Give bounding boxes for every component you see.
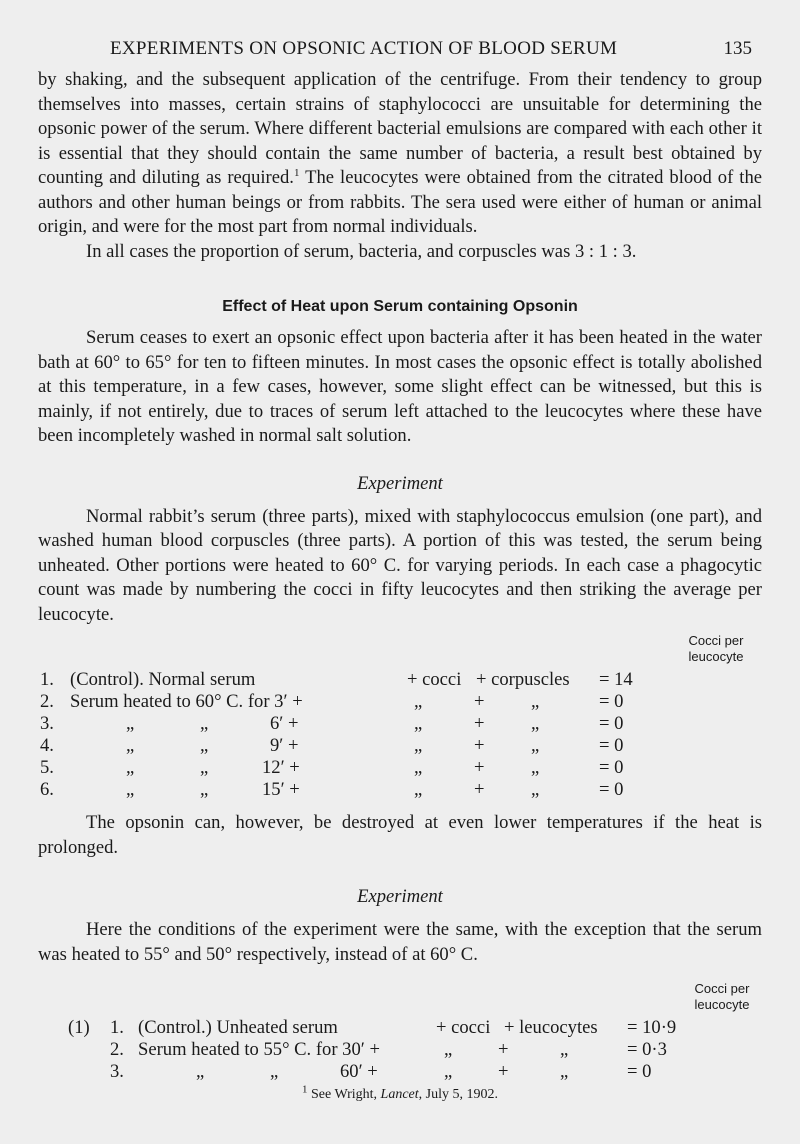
experiment-1-table (38, 631, 762, 800)
experiment-2-table (38, 979, 762, 1085)
row-value: = 0 (627, 1061, 652, 1082)
experiment-1-text: Normal rabbit’s serum (three parts), mixed with staphylococcus emulsion (one part), and washed human blood corpuscles (three parts). A portion of this was tested, the serum being unheated. Other portions were heated to 60° C. for varying periods. In each case a phagocytic count was made by numbering the cocci in fifty leucocytes and then striking the average per leucocyte. (38, 505, 762, 625)
row-duration: 9′ + (270, 735, 299, 756)
row-cocci: + cocci (436, 1017, 491, 1038)
row-ditto: „ (200, 779, 209, 800)
row-duration: 60′ + (340, 1061, 378, 1082)
row-ditto: „ (200, 713, 209, 734)
row-ditto: „ (414, 757, 423, 778)
footnote-journal: Lancet (380, 1087, 419, 1102)
row-number: 6. (40, 779, 54, 800)
section-heading: Effect of Heat upon Serum containing Opsonin (222, 298, 578, 315)
experiment-2-text: Here the conditions of the experiment were the same, with the exception that the serum was heated to 55° and 50° respectively, instead of at 60° C. (38, 919, 762, 965)
row-plus: + (498, 1039, 509, 1060)
row-group-label: (1) (68, 1017, 90, 1038)
experiment-2-row (38, 1017, 762, 1039)
experiment-2-row (38, 1039, 762, 1061)
experiment-1-column-heading-line-2: leucocyte (688, 649, 744, 664)
row-ditto: „ (414, 735, 423, 756)
row-number: 1. (110, 1017, 124, 1038)
experiment-2-heading: Experiment (357, 886, 443, 907)
row-ditto: „ (560, 1061, 569, 1082)
row-value: = 14 (599, 669, 633, 690)
experiment-1-row (38, 757, 762, 779)
experiment-2-row (38, 1061, 762, 1083)
row-value: = 0 (599, 735, 624, 756)
running-title: EXPERIMENTS ON OPSONIC ACTION OF BLOOD SERUM (110, 38, 618, 59)
row-number: 2. (40, 691, 54, 712)
paragraph-3: Serum ceases to exert an opsonic effect upon bacteria after it has been heated in the water bath at 60° to 65° for ten to fifteen minutes. In most cases the opsonic effect is totally abolished at this temperature, in a few cases, however, some slight effect can be witnessed, but this is mainly, if not entirely, due to traces of serum left attached to the leucocytes where these have been incompletely washed in normal salt solution. (38, 327, 762, 446)
experiment-1-column-heading-line-1: Cocci per (688, 633, 744, 648)
row-ditto: „ (531, 779, 540, 800)
row-ditto: „ (531, 713, 540, 734)
experiment-1-row (38, 735, 762, 757)
experiment-1-column-heading (666, 633, 766, 665)
page-body (38, 68, 762, 1103)
row-number: 3. (110, 1061, 124, 1082)
paragraph-1 (38, 68, 762, 240)
row-number: 1. (40, 669, 54, 690)
row-number: 3. (40, 713, 54, 734)
experiment-1-row (38, 669, 762, 691)
row-cocci: + cocci (407, 669, 462, 690)
row-description: Serum heated to 55° C. for 30′ + (138, 1039, 380, 1060)
row-plus: + (474, 757, 485, 778)
row-ditto: „ (444, 1061, 453, 1082)
row-duration: 15′ + (262, 779, 300, 800)
paragraph-2: In all cases the proportion of serum, bacteria, and corpuscles was 3 : 1 : 3. (86, 240, 637, 262)
row-description: Serum heated to 60° C. for 3′ + (70, 691, 303, 712)
row-ditto: „ (444, 1039, 453, 1060)
paragraph-4: The opsonin can, however, be destroyed at even lower temperatures if the heat is prolonged. (38, 812, 762, 858)
row-corpuscles: + corpuscles (476, 669, 570, 690)
row-ditto: „ (414, 779, 423, 800)
row-plus: + (474, 691, 485, 712)
row-ditto: „ (414, 691, 423, 712)
row-ditto: „ (126, 757, 135, 778)
row-plus: + (474, 713, 485, 734)
row-ditto: „ (126, 713, 135, 734)
row-ditto: „ (414, 713, 423, 734)
row-duration: 6′ + (270, 713, 299, 734)
footnote-reference: 1 (293, 166, 300, 179)
footnote (38, 1083, 762, 1103)
row-ditto: „ (531, 691, 540, 712)
paragraph-1-text-a: by shaking, and the subsequent application of the centrifuge. From their tendency to group themselves into masses, certain strains of staphylococci are unsuitable for determining the opsonic power of the serum. Where different bacterial emulsions are compared with each other it is essential that they should contain the same number of bacteria, a result best obtained by counting and diluting as required. (38, 69, 762, 188)
row-ditto: „ (560, 1039, 569, 1060)
row-plus: + (474, 735, 485, 756)
experiment-1-row (38, 713, 762, 735)
row-description: (Control). Normal serum (70, 669, 256, 690)
row-value: = 0 (599, 691, 624, 712)
row-ditto: „ (531, 757, 540, 778)
row-duration: 12′ + (262, 757, 300, 778)
running-header (110, 38, 752, 66)
experiment-2-column-heading (672, 981, 772, 1013)
row-ditto: „ (531, 735, 540, 756)
row-value: = 0 (599, 779, 624, 800)
row-number: 5. (40, 757, 54, 778)
row-description: (Control.) Unheated serum (138, 1017, 338, 1038)
experiment-1-row (38, 779, 762, 801)
row-value: = 0 (599, 713, 624, 734)
footnote-text-before: See Wright, (307, 1087, 381, 1102)
paragraph-1-text-b: The leucocytes were obtained from the citrated blood of the authors and other human beings or from rabbits. The sera used were either of human or animal origin, and were for the most part from normal individuals. (38, 167, 762, 237)
experiment-2-column-heading-line-1: Cocci per (694, 981, 750, 996)
footnote-mark: 1 (301, 1083, 308, 1096)
row-ditto: „ (200, 757, 209, 778)
experiment-2-column-heading-line-2: leucocyte (694, 997, 750, 1012)
row-ditto: „ (200, 735, 209, 756)
row-value: = 0·3 (627, 1039, 667, 1060)
experiment-1-heading: Experiment (357, 472, 443, 494)
row-number: 4. (40, 735, 54, 756)
row-value: = 0 (599, 757, 624, 778)
footnote-text-after: , July 5, 1902. (418, 1087, 498, 1102)
row-ditto: „ (270, 1061, 279, 1082)
row-plus: + (474, 779, 485, 800)
row-plus: + (498, 1061, 509, 1082)
row-ditto: „ (126, 735, 135, 756)
row-value: = 10·9 (627, 1017, 677, 1038)
experiment-1-row (38, 691, 762, 713)
row-ditto: „ (196, 1061, 205, 1082)
row-ditto: „ (126, 779, 135, 800)
row-number: 2. (110, 1039, 124, 1060)
page-number: 135 (723, 38, 752, 59)
row-leucocytes: + leucocytes (504, 1017, 598, 1038)
